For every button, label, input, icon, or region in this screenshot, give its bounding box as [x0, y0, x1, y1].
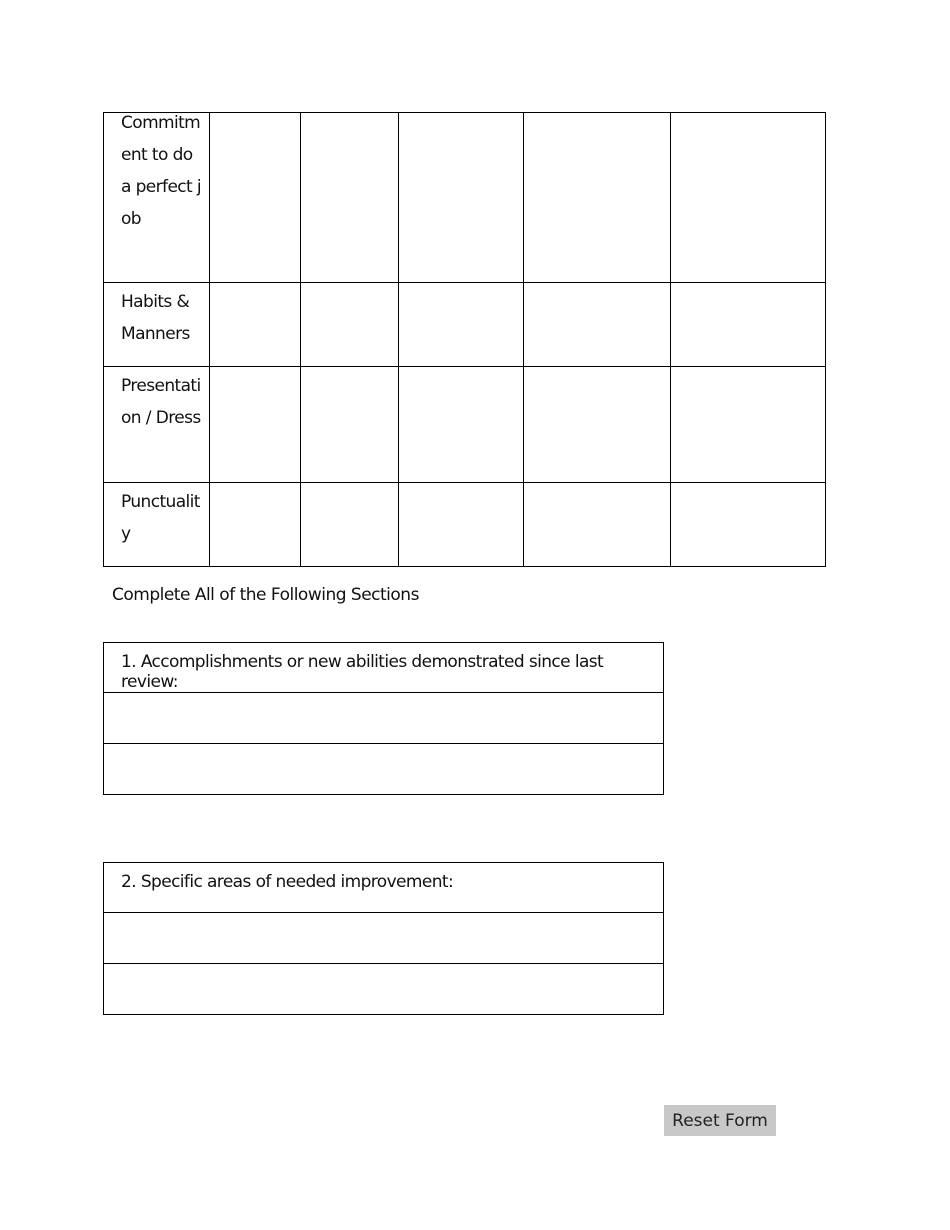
rating-cell[interactable]: [301, 283, 399, 367]
rating-cell[interactable]: [399, 483, 524, 567]
rating-row-commitment: [104, 113, 826, 283]
rating-cell[interactable]: [671, 113, 826, 283]
instructions-heading: Complete All of the Following Sections: [112, 585, 419, 605]
row-label-cell: [104, 483, 210, 567]
rating-cell[interactable]: [301, 113, 399, 283]
rating-row-presentation: [104, 367, 826, 483]
accomplishments-section: [103, 642, 664, 795]
row-label-cell: [104, 367, 210, 483]
rating-cell[interactable]: [524, 483, 671, 567]
reset-form-button[interactable]: Reset Form: [664, 1105, 776, 1136]
rating-cell[interactable]: [301, 483, 399, 567]
rating-cell[interactable]: [210, 367, 301, 483]
rating-row-punctuality: [104, 483, 826, 567]
section-question: 1. Accomplishments or new abilities demonstrated since last review:: [104, 643, 664, 693]
rating-cell[interactable]: [399, 367, 524, 483]
rating-cell[interactable]: [671, 283, 826, 367]
rating-row-habits: [104, 283, 826, 367]
row-label: Presentation / Dress: [121, 376, 201, 428]
rating-cell[interactable]: [210, 483, 301, 567]
row-label-cell: [104, 283, 210, 367]
answer-field[interactable]: [104, 913, 664, 964]
answer-field[interactable]: [104, 744, 664, 795]
rating-cell[interactable]: [671, 367, 826, 483]
row-label-cell: [104, 113, 210, 283]
rating-cell[interactable]: [399, 283, 524, 367]
rating-cell[interactable]: [399, 113, 524, 283]
improvement-section: [103, 862, 664, 1015]
rating-cell[interactable]: [210, 113, 301, 283]
rating-cell[interactable]: [524, 113, 671, 283]
row-label: Habits & Manners: [121, 292, 190, 344]
rating-cell[interactable]: [671, 483, 826, 567]
row-label: Punctuality: [121, 492, 200, 544]
answer-field[interactable]: [104, 693, 664, 744]
rating-cell[interactable]: [524, 367, 671, 483]
section-question: 2. Specific areas of needed improvement:: [104, 863, 664, 913]
rating-cell[interactable]: [210, 283, 301, 367]
rating-cell[interactable]: [524, 283, 671, 367]
rating-cell[interactable]: [301, 367, 399, 483]
row-label: Commitment to do a perfect job: [121, 113, 202, 229]
answer-field[interactable]: [104, 964, 664, 1015]
rating-table: [103, 112, 826, 567]
